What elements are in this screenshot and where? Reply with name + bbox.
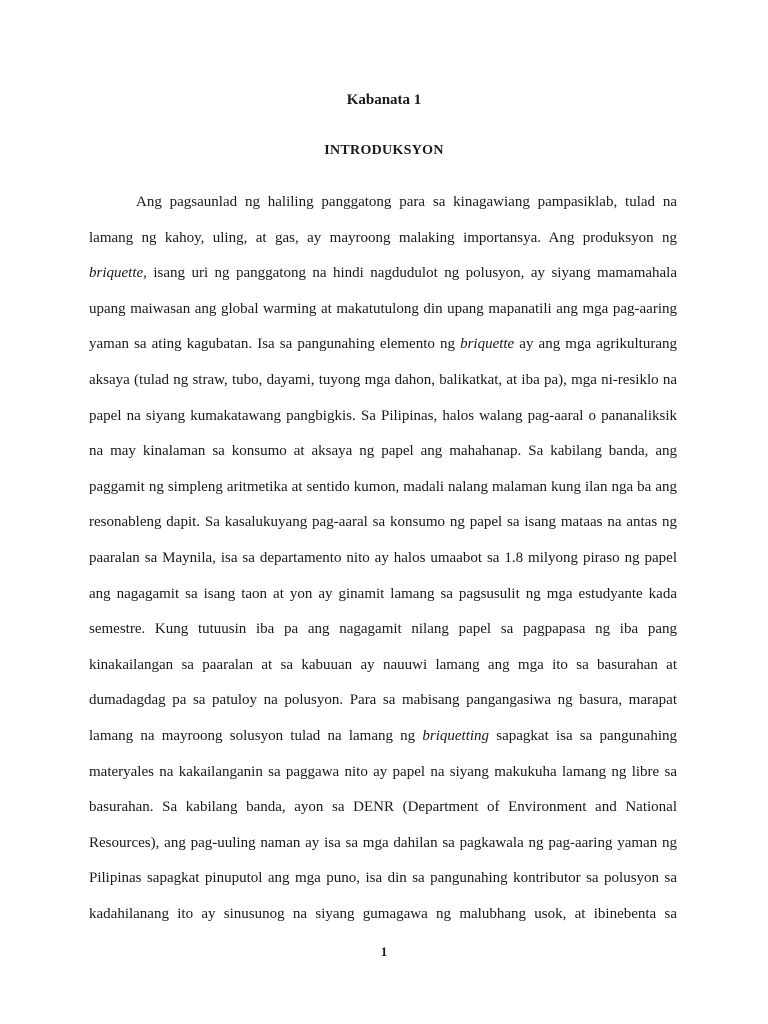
text-segment: lamang na mayroong solusyon tulad na lamang ng — [89, 727, 423, 744]
italic-term: briquetting — [422, 727, 490, 744]
body-paragraph — [89, 185, 677, 932]
text-segment: upang maiwasan ang global warming at makatutulong din upang mapanatili ang mga pag-aaring — [89, 300, 677, 317]
text-segment: materyales na kakailanganin sa paggawa nito ay papel na siyang makukuha lamang ng libre sa — [89, 763, 677, 780]
text-segment: ay ang mga agrikulturang — [514, 336, 677, 353]
section-heading: INTRODUKSYON — [324, 143, 444, 158]
text-line — [89, 897, 677, 933]
text-line — [89, 612, 677, 648]
text-line — [89, 399, 677, 435]
text-segment: , isang uri ng panggatong na hindi nagdudulot ng polusyon, ay siyang mamamahala — [143, 265, 677, 282]
text-line — [89, 363, 677, 399]
text-line — [89, 327, 677, 363]
text-segment: yaman sa ating kagubatan. Isa sa pangunahing elemento ng — [89, 336, 461, 353]
text-line — [89, 541, 677, 577]
text-segment: Resources), ang pag-uuling naman ay isa sa mga dahilan sa pagkawala ng pag-aaring yaman ng — [89, 834, 677, 851]
text-segment: lamang ng kahoy, uling, at gas, ay mayroong malaking importansya. Ang produksyon ng — [89, 229, 677, 246]
text-line — [89, 185, 677, 221]
text-line — [89, 221, 677, 257]
text-line — [89, 719, 677, 755]
text-segment: resonableng dapit. Sa kasalukuyang pag-aaral sa konsumo ng papel sa isang mataas na antas ng — [89, 514, 677, 531]
text-line — [89, 648, 677, 684]
text-line — [89, 292, 677, 328]
text-line — [89, 826, 677, 862]
text-line — [89, 755, 677, 791]
text-segment: sapagkat isa sa pangunahing — [489, 727, 677, 744]
text-line — [89, 434, 677, 470]
text-line — [89, 470, 677, 506]
text-line — [89, 505, 677, 541]
page-number: 1 — [380, 944, 388, 959]
text-line — [89, 256, 677, 292]
text-segment: na may kinalaman sa konsumo at aksaya ng papel ang mahahanap. Sa kabilang banda, ang — [89, 443, 677, 460]
text-segment: papel na siyang kumakatawang pangbigkis. Sa Pilipinas, halos walang pag-aaral o pananaliksik — [89, 407, 677, 424]
text-segment: semestre. Kung tutuusin iba pa ang nagagamit nilang papel sa pagpapasa ng iba pang — [89, 621, 677, 638]
text-segment: Ang pagsaunlad ng haliling panggatong para sa kinagawiang pampasiklab, tulad na — [136, 194, 677, 210]
text-segment: paaralan sa Maynila, isa sa departamento nito ay halos umaabot sa 1.8 milyong piraso ng papel — [89, 549, 677, 566]
text-segment: kadahilanang ito ay sinusunog na siyang gumagawa ng malubhang usok, at ibinebenta sa — [89, 905, 677, 922]
text-line — [89, 577, 677, 613]
text-segment: dumadagdag pa sa patuloy na polusyon. Para sa mabisang pangangasiwa ng basura, marapat — [89, 692, 677, 709]
text-segment: Pilipinas sapagkat pinuputol ang mga puno, isa din sa pangunahing kontributor sa polusyon sa — [89, 870, 677, 887]
chapter-heading: Kabanata 1 — [346, 92, 422, 108]
text-line — [89, 790, 677, 826]
text-segment: paggamit ng simpleng aritmetika at sentido kumon, madali nalang malaman kung ilan nga ba ang — [89, 478, 677, 495]
text-segment: basurahan. Sa kabilang banda, ayon sa DENR (Department of Environment and National — [89, 799, 677, 816]
text-segment: aksaya (tulad ng straw, tubo, dayami, tuyong mga dahon, balikatkat, at iba pa), mga ni-resiklo na — [89, 371, 677, 388]
text-segment: kinakailangan sa paaralan at sa kabuuan ay nauuwi lamang ang mga ito sa basurahan at — [89, 656, 677, 673]
text-line — [89, 683, 677, 719]
text-segment: ang nagagamit sa isang taon at yon ay ginamit lamang sa pagsusulit ng mga estudyante kada — [89, 585, 677, 602]
text-line — [89, 861, 677, 897]
italic-term: briquette — [460, 336, 515, 353]
italic-term: briquette — [89, 265, 144, 282]
